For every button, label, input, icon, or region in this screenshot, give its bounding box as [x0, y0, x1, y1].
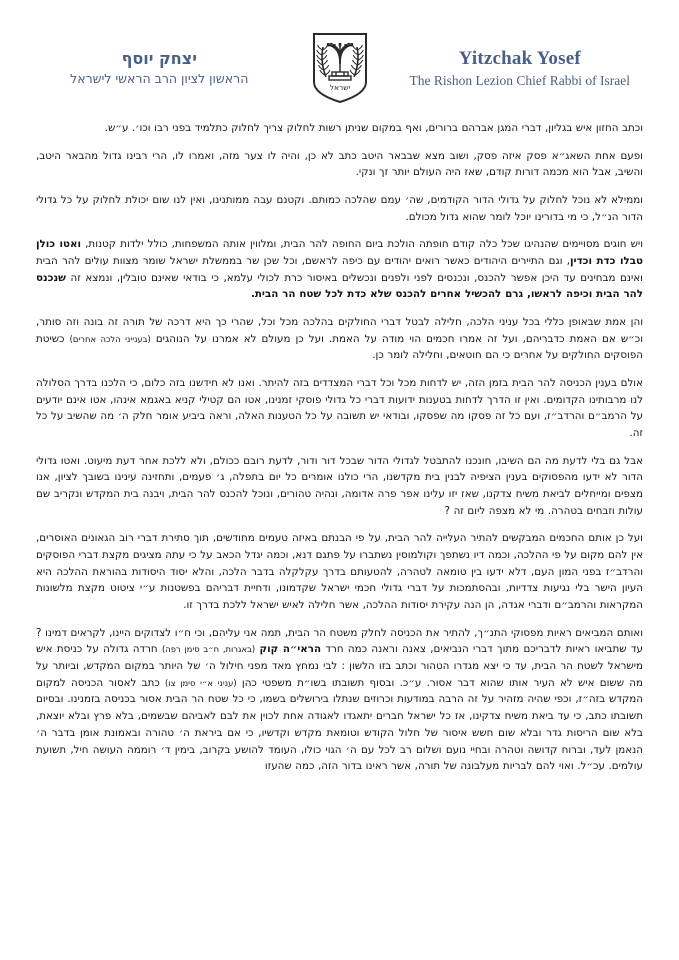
text-run: ועל כן אותם החכמים המבקשים להתיר העלייה להר הבית, על פי הבנתם באיזה טעמים מחודשים, תוך סתירת דברי רוב הגאונים האוסרים, אין להם מקום על פי ההלכה, וכמה דיו נשתפך וקולמוסין נשתברו על פתגם דנא, וכמה יגדל הכאב על כי עתה מציגים מקצת דברי הפוסקים והרדב״ז בפני המון העם, דלא ידעו בין טומאה לטהרה, להטעותם בדרך עקלקלה בדבר הלכה, והלא יסוד היסודות בהוראת ההלכה היא העיון הישר בלי נגיעות צדדיות, ובהסתמכות על דברי גדולי חכמי ישראל שקדמונו, ודחיית דבריהם בפשטנות ע״י ציטוט מקצת מלשונות המקראות והרמב״ם ודברי אגדה, הן הנה עקירת יסודות ההלכה, אשר חלילה לאיש ישראל ללכת בדרך זו.: [36, 532, 643, 612]
source-citation: (עניני א״י סימן צו): [165, 677, 237, 688]
body-paragraph: [36, 453, 643, 520]
body-paragraph: [36, 314, 643, 364]
letterhead-header: [0, 0, 679, 108]
letterhead-english-block: [379, 47, 662, 89]
text-run: וכתב החזון איש בגליון, דברי המגן אברהם ברורים, ואף במקום שניתן רשות לחלוק צריך לחלוק כתלמיד בפני רבו וכו׳. ע״ש.: [104, 122, 643, 134]
letterhead-hebrew-block: [18, 49, 301, 87]
body-paragraph: [36, 192, 643, 225]
text-run: כתב לאסור הכניסה למקום המקדש בזה״ז, וכפי שהיה מזהיר על זה הרבה במודעות וכרוזים שנתלו בירושלים בשמו, כי כל שטח הר הבית אסור בכניסה בזמנינו. ובסיום תשובתו כתב, כי עד ביאת משיח צדקינו, אז כל ישראל חברים יתאגדו לאגודה אחת לכוין את לבם לאביהם שבשמים, בלא פרץ ובלא יוצאת, בלא שום הריסות גדר ובלא שום חשש איסור של חלול הקודש וטומאת מקדש וקדשיו, כי אם ביראת ה׳ טהורה ובאמונת אומן בדבר ה׳ הנאמן לעד, וברוח קדושה וטהרה ובחיי נועם ושלום רב לכל עם ה׳ הגוי כולו, העומד להושע בקרוב, בימין ד׳ רוממה העושה חיל, תשועת עולמים. עכ״ל. ואוי להם לבריות מעלבונה של תורה, אשר ראינו בדור הזה, כמה שהעזו: [36, 676, 643, 773]
text-run: וממילא לא נוכל לחלוק על גדולי הדור הקודמים, שה׳ עמם שהלכה כמותם. וקטנם עבה ממותנינו, ואין לנו שום יכולת לחלוק על כל גדולי הדור הנ״ל, כי מי בדורינו יוכל לומר שהוא גדול מכולם.: [36, 194, 643, 223]
source-citation: (באגרות, ח״ב סימן רפה): [161, 644, 256, 655]
english-name: Yitzchak Yosef: [458, 47, 581, 69]
text-run: ואותם המביאים ראיות מפסוקי התנ״ך, להתיר את הכניסה לחלק משטח הר הבית, תמה אני עליהם, וכי ח״ו לצדוקים היינו, לקראים דמינו ? עד שתביאו ראיות לדבריכם מתוך דברי הנביאים, צאנה וראנה כמה חרד: [36, 626, 643, 656]
body-paragraph: [36, 120, 643, 137]
hebrew-name: יצחק יוסף: [121, 48, 197, 68]
body-paragraph: [36, 236, 643, 303]
source-citation: (בענייני הלכה אחרים): [69, 333, 151, 344]
text-run: כשיטת הפוסקים החולקים על אחרים כי הם חוטאים, וחלילה לומר כן.: [36, 332, 643, 362]
emphasized-text: ואטו כולן טבלו כדת וכדין: [36, 238, 644, 268]
english-title: The Rishon Lezion Chief Rabbi of Israel: [409, 72, 630, 88]
body-paragraph: [36, 375, 643, 442]
text-run: ופעם אחת השאג״א פסק איזה פסק, ושוב מצא שבבאר היטב כתב לא כן, והיה לו צער מזה, ואמרו לו, הרי רבינו גדול מהבאר היטב, והשיב, אבל הוא מכמה דורות קודם, שאז היה העולם יותר זך ונקי.: [36, 149, 643, 179]
emphasized-text: שנכנס להר הבית וכיפה לראשו, גרם להכשיל אחרים להכנס שלא כדת לכל שטח הר הבית.: [36, 271, 643, 301]
text-run: אבל גם בלי לדעת מה הם השיבו, חונכנו להתבטל לגדולי הדור שבכל דור ודור, לדעת רובם ככולם, ולא ללכת אחר דעת מיעוט. ואטו גדולי הדור לא ידעו מהפסוקים בענין הציפיה לבנין בית מקדשנו, הרי כולנו אומרים כל יום בתפלה, ג׳ פעמים, ותחזינה עינינו בשובך לציון, אנו מצפים ומייחלים לביאת משיח צדקנו, שאז יזו עלינו אפר פרה אדומה, ונהיה טהורים, ונוכל להכנס להר הבית, ויבנה בית המקדש ונקריב שם עולות וזבחים בטהרה. מי לא מצפה ליום זה ?: [36, 454, 643, 517]
emblem-inscription: ישראל: [329, 83, 350, 92]
text-run: , וגם התיירים היהודים כאשר רואים יהודים עם כיפה לראשם, וכל שכן שר בממשלת ישראל שומר מצוות עולים להר הבית ואינם מבחינים עד היכן אפשר להכנס, ונכנסים לפני ולפנים ונכשלים באיסור כרת לכולי עלמא, כי בודאי שאינם טובלין, ונמצא זה: [36, 255, 643, 284]
body-paragraph: [36, 530, 643, 613]
text-run: והן אמת שבאופן כללי בכל עניני הלכה, חלילה לבטל דברי החולקים בהלכה מכל וכל, שהרי כך היא דרכה של תורה זה בונה וזה סותר, וכ״ש אם האמת כדבריהם, ועל זה אמרו חכמים הוי מודה על האמת. ועל כן מעולם לא אמרנו על הנוהגים: [36, 316, 644, 345]
body-paragraph: [36, 625, 643, 775]
body-paragraph: [36, 148, 643, 181]
text-run: ויש חוגים מסויימים שהנהיגו שכל כלה קודם חופתה הולכת ביום החופה להר הבית, ומלווין אותה המשפחות, כולל ילדות קטנות,: [81, 238, 643, 251]
text-run: חרדה גדולה על כניסת איש מישראל לשטח הר הבית, עד כי יצא מגדרו הטהור וכתב בזו הלשון : לבי נמחץ מאד מפני חילול ה׳ של היותר במקום המקדש, וביותר על מה ששום איש לא העיר אותו שהוא דבר אסור. ע״כ. ובסוף תשובתו בשו״ת משפטי כהן: [36, 643, 643, 689]
document-body: [0, 108, 679, 775]
hebrew-title: הראשון לציון הרב הראשי לישראל: [70, 70, 249, 86]
israel-emblem-icon: [311, 32, 369, 104]
text-run: אולם בענין הכניסה להר הבית בזמן הזה, יש לדחות מכל וכל דברי המצדדים בזה להיתר. ואנו לא חידשנו בזה כלום, כי הלכנו בדרך הסלולה לנו מרבותינו הקדומים. ואין זו הדרך לדחות בטענות ידועות דברי כל גדולי פוסקי זמנינו, אטו הם קטילי קניא באגמא אינהו, אטו אינם יודעים על הרמב״ם והרדב״ז, ועם כל זה פסקו מה שפסקו, ובודאי יש תשובה על כל הטענות האלה, וראה ביביע אומר חלק ה׳ מה שהשיב על כל זה.: [36, 377, 643, 440]
emphasized-text: הראי״ה קוק: [259, 643, 322, 656]
